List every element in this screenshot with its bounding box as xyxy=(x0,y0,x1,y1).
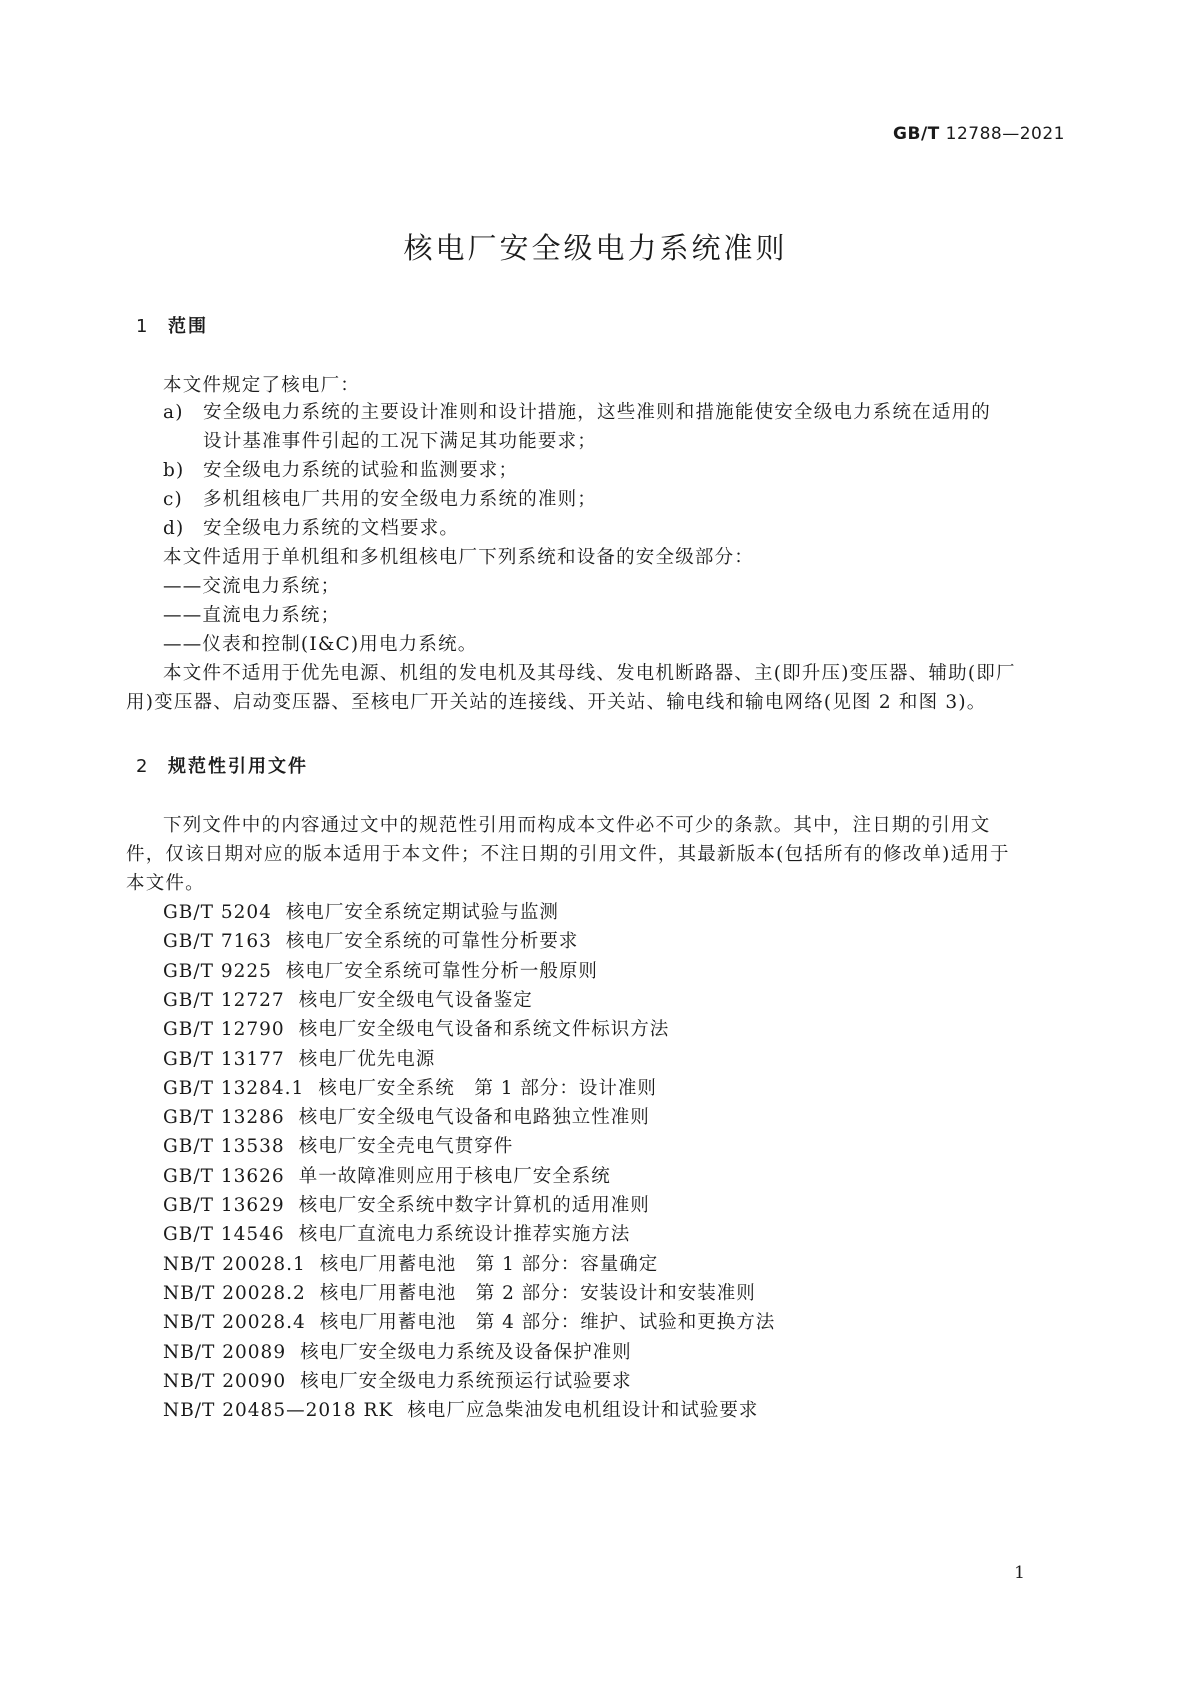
list-text: 安全级电力系统的主要设计准则和设计措施，这些准则和措施能使安全级电力系统在适用的 xyxy=(203,402,992,423)
reference-code: GB/T 5204 xyxy=(163,902,272,923)
reference-title: 核电厂直流电力系统设计推荐实施方法 xyxy=(298,1224,631,1246)
page-title: 核电厂安全级电力系统准则 xyxy=(403,231,788,265)
reference-title: 核电厂优先电源 xyxy=(298,1048,436,1070)
list-item-c xyxy=(163,485,597,511)
standard-prefix: GB/T xyxy=(893,124,940,144)
reference-code: NB/T 20028.2 xyxy=(163,1282,306,1304)
reference-item xyxy=(163,986,533,1012)
reference-item xyxy=(163,1250,658,1276)
section-2-number: 2 xyxy=(136,756,150,777)
reference-item xyxy=(163,1074,657,1100)
list-item-a xyxy=(163,398,991,424)
standard-number xyxy=(893,124,1065,144)
reference-title: 核电厂应急柴油发电机组设计和试验要求 xyxy=(407,1400,759,1422)
standard-code: 12788—2021 xyxy=(945,124,1065,144)
reference-code: GB/T 13626 xyxy=(163,1165,285,1187)
reference-title: 核电厂用蓄电池 第 4 部分：维护、试验和更换方法 xyxy=(319,1312,776,1334)
section-2-title: 规范性引用文件 xyxy=(168,756,308,777)
reference-item xyxy=(163,1396,758,1422)
reference-item xyxy=(163,957,598,983)
section-1-applies: 本文件适用于单机组和多机组核电厂下列系统和设备的安全级部分： xyxy=(163,547,755,568)
list-item-a-continued: 设计基准事件引起的工况下满足其功能要求； xyxy=(203,431,598,452)
reference-item xyxy=(163,1367,632,1393)
reference-title: 核电厂安全系统 第 1 部分：设计准则 xyxy=(318,1077,657,1099)
list-text: 安全级电力系统的文档要求。 xyxy=(203,518,460,539)
reference-code: GB/T 13286 xyxy=(163,1107,285,1129)
reference-title: 核电厂安全级电力系统及设备保护准则 xyxy=(300,1341,632,1363)
reference-title: 核电厂安全壳电气贯穿件 xyxy=(298,1136,514,1158)
reference-item xyxy=(163,927,578,953)
section-2-intro-end: 本文件。 xyxy=(126,873,205,894)
list-text: 多机组核电厂共用的安全级电力系统的准则； xyxy=(203,489,598,510)
reference-code: NB/T 20485—2018 RK xyxy=(163,1400,394,1422)
reference-code: GB/T 13177 xyxy=(163,1048,285,1070)
list-text: 安全级电力系统的试验和监测要求； xyxy=(203,460,519,481)
page-number: 1 xyxy=(1014,1563,1025,1583)
reference-title: 核电厂安全级电气设备和系统文件标识方法 xyxy=(298,1019,670,1041)
reference-item xyxy=(163,898,559,924)
reference-title: 核电厂用蓄电池 第 2 部分：安装设计和安装准则 xyxy=(319,1282,756,1304)
list-item-b xyxy=(163,456,518,482)
reference-code: GB/T 13538 xyxy=(163,1136,285,1158)
section-2-heading xyxy=(136,752,308,778)
list-label: a) xyxy=(163,402,184,423)
reference-item xyxy=(163,1308,775,1334)
reference-item xyxy=(163,1015,669,1041)
reference-code: NB/T 20028.1 xyxy=(163,1253,306,1275)
reference-code: GB/T 7163 xyxy=(163,931,272,953)
reference-title: 核电厂安全级电气设备鉴定 xyxy=(298,989,533,1011)
section-1-intro: 本文件规定了核电厂： xyxy=(163,375,361,396)
reference-title: 核电厂安全系统的可靠性分析要求 xyxy=(285,931,579,953)
reference-code: NB/T 20089 xyxy=(163,1341,287,1363)
section-2-intro-continued: 件，仅该日期对应的版本适用于本文件；不注日期的引用文件，其最新版本(包括所有的修改单)适用于 xyxy=(126,844,1010,865)
dash-item: ——仪表和控制(I&C)用电力系统。 xyxy=(163,634,478,655)
list-label: b) xyxy=(163,460,185,481)
reference-code: GB/T 12790 xyxy=(163,1019,285,1041)
reference-item xyxy=(163,1045,435,1071)
reference-title: 核电厂安全系统定期试验与监测 xyxy=(285,902,559,923)
reference-title: 核电厂用蓄电池 第 1 部分：容量确定 xyxy=(319,1253,659,1275)
reference-title: 核电厂安全级电力系统预运行试验要求 xyxy=(300,1370,632,1392)
reference-title: 单一故障准则应用于核电厂安全系统 xyxy=(298,1165,611,1187)
section-2-intro: 下列文件中的内容通过文中的规范性引用而构成本文件必不可少的条款。其中，注日期的引用文 xyxy=(163,815,991,836)
reference-item xyxy=(163,1338,632,1364)
reference-code: GB/T 9225 xyxy=(163,960,272,982)
reference-code: NB/T 20090 xyxy=(163,1370,287,1392)
list-label: c) xyxy=(163,489,183,510)
section-1-exclusion-continued: 用)变压器、启动变压器、至核电厂开关站的连接线、开关站、输电线和输电网络(见图 2 和图 3)。 xyxy=(126,692,987,713)
reference-title: 核电厂安全系统中数字计算机的适用准则 xyxy=(298,1195,650,1216)
reference-title: 核电厂安全级电气设备和电路独立性准则 xyxy=(298,1107,650,1129)
dash-item: ——交流电力系统； xyxy=(163,576,341,597)
list-item-d xyxy=(163,514,459,540)
reference-item xyxy=(163,1103,650,1129)
reference-code: GB/T 13284.1 xyxy=(163,1077,305,1099)
section-1-number: 1 xyxy=(136,316,150,337)
section-1-heading xyxy=(136,312,208,338)
reference-item xyxy=(163,1162,611,1188)
reference-title: 核电厂安全系统可靠性分析一般原则 xyxy=(285,960,598,982)
dash-item: ——直流电力系统； xyxy=(163,605,341,626)
reference-code: GB/T 14546 xyxy=(163,1224,285,1246)
reference-code: GB/T 13629 xyxy=(163,1195,285,1216)
section-1-exclusion: 本文件不适用于优先电源、机组的发电机及其母线、发电机断路器、主(即升压)变压器、辅助(即厂 xyxy=(163,663,1016,684)
reference-item xyxy=(163,1279,756,1305)
reference-item xyxy=(163,1191,650,1217)
reference-item xyxy=(163,1132,513,1158)
reference-code: NB/T 20028.4 xyxy=(163,1312,306,1334)
reference-item xyxy=(163,1220,630,1246)
reference-code: GB/T 12727 xyxy=(163,989,285,1011)
section-1-title: 范围 xyxy=(168,316,208,337)
list-label: d) xyxy=(163,518,185,539)
